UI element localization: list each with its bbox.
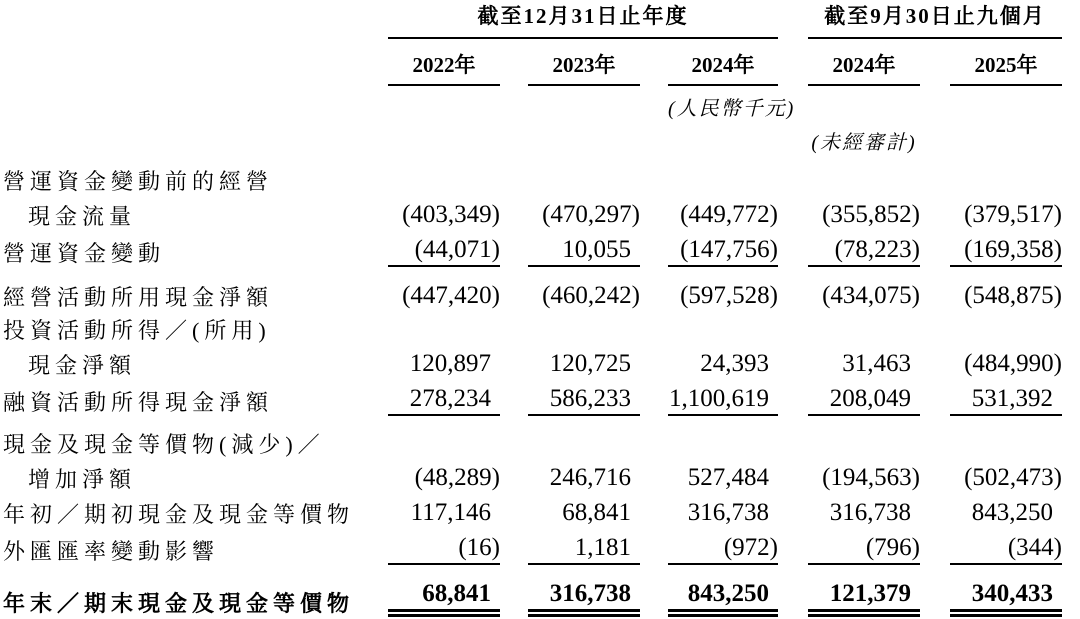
cell-value [950, 193, 1062, 195]
cell-value: 121,379 [808, 580, 920, 617]
cell-value: (597,528) [680, 282, 779, 309]
col-header-2024-9m: 2024年 [778, 39, 920, 86]
table-row [0, 495, 1062, 530]
cell-value: (470,297) [542, 201, 640, 228]
cell-value [668, 342, 778, 344]
cell-value: 120,897 [409, 350, 491, 377]
cell-value: 531,392 [950, 385, 1062, 416]
table-row [0, 313, 1062, 346]
row-label: 外匯匯率變動影響 [3, 539, 220, 564]
cell-value [808, 342, 920, 344]
cell-value [950, 342, 1062, 344]
header-spacer [0, 39, 388, 86]
cell-value [528, 342, 640, 344]
cell-value [950, 456, 1062, 458]
cell-value: 117,146 [410, 499, 491, 526]
cell-value [668, 193, 778, 195]
cell-value: (447,420) [402, 282, 500, 309]
row-label: 現金淨額 [28, 353, 137, 378]
unaudited-note-cell [778, 122, 920, 156]
period-group-row [0, 0, 1062, 39]
cell-value: (796) [808, 534, 920, 565]
table-row [0, 530, 1062, 567]
cell-value: 316,738 [829, 499, 912, 526]
cell-value: (502,473) [964, 464, 1063, 491]
currency-note-cell [640, 86, 796, 122]
cell-value [388, 193, 500, 195]
cell-value: 843,250 [668, 580, 778, 617]
table-row [0, 232, 1062, 269]
cell-value: (194,563) [822, 464, 921, 491]
cell-value: (972) [668, 534, 778, 565]
cell-value: (379,517) [964, 201, 1063, 228]
col-header-2023: 2023年 [500, 39, 640, 86]
cell-value: 586,233 [528, 385, 640, 416]
table-row [0, 156, 1062, 197]
cell-value: 31,463 [842, 350, 912, 377]
currency-note: (人民幣千元) [668, 98, 796, 120]
period-group-nine-months [778, 0, 1062, 39]
cell-value: (460,242) [542, 282, 640, 309]
table-row [0, 346, 1062, 381]
row-label: 融資活動所得現金淨額 [3, 390, 274, 415]
cell-value: 24,393 [700, 350, 770, 377]
cell-value: (548,875) [964, 282, 1063, 309]
year-header-row [0, 39, 1062, 86]
row-label: 投資活動所得／(所用) [3, 318, 271, 343]
period-group-annual [388, 0, 778, 39]
cell-value: 316,738 [528, 580, 640, 617]
col-header-2022: 2022年 [388, 39, 500, 86]
cell-value: (434,075) [822, 282, 921, 309]
cell-value [528, 456, 640, 458]
col-header-2025-9m: 2025年 [920, 39, 1062, 86]
row-label: 營運資金變動前的經營 [3, 169, 274, 194]
cell-value [388, 342, 500, 344]
cell-value: 208,049 [808, 385, 920, 416]
cell-value: (344) [950, 534, 1062, 565]
cell-value [668, 456, 778, 458]
cell-value: (449,772) [680, 201, 779, 228]
row-label: 增加淨額 [28, 467, 137, 492]
cell-value: 527,484 [687, 464, 770, 491]
cell-value: (403,349) [402, 201, 500, 228]
table-row [0, 269, 1062, 313]
cell-value: (44,071) [388, 236, 500, 267]
row-label: 經營活動所用現金淨額 [3, 285, 274, 310]
table-row [0, 418, 1062, 460]
row-label: 現金及現金等價物(減少)／ [3, 432, 325, 457]
cell-value: (484,990) [964, 350, 1063, 377]
col-header-2024: 2024年 [640, 39, 778, 86]
unaudited-note: (未經審計) [811, 132, 917, 154]
row-label: 年初／期初現金及現金等價物 [3, 502, 355, 527]
cell-value [808, 193, 920, 195]
cell-value: (78,223) [808, 236, 920, 267]
cell-value: 843,250 [971, 499, 1054, 526]
unaudited-note-row [0, 122, 1062, 156]
cell-value [808, 456, 920, 458]
period-group-annual-title: 截至12月31日止年度 [388, 0, 778, 39]
table-row [0, 381, 1062, 418]
currency-note-row [0, 86, 1062, 122]
table-row [0, 460, 1062, 495]
row-label: 年末／期末現金及現金等價物 [3, 591, 355, 616]
cell-value: 68,841 [562, 499, 631, 526]
table-row-total [0, 567, 1062, 619]
cell-value: (169,358) [950, 236, 1062, 267]
cell-value: 120,725 [549, 350, 631, 377]
row-label: 現金流量 [28, 204, 137, 229]
cell-value: 10,055 [528, 236, 640, 267]
cell-value: 278,234 [388, 385, 500, 416]
cell-value: (48,289) [414, 464, 500, 491]
cell-value: 1,100,619 [668, 385, 778, 416]
cell-value: (147,756) [668, 236, 778, 267]
table-row [0, 197, 1062, 232]
cell-value: 316,738 [687, 499, 770, 526]
cell-value [388, 456, 500, 458]
row-label: 營運資金變動 [3, 241, 166, 266]
cell-value: 1,181 [528, 534, 640, 565]
cell-value [528, 193, 640, 195]
header-spacer [0, 0, 388, 39]
period-group-nine-months-title: 截至9月30日止九個月 [808, 0, 1062, 39]
cell-value: 68,841 [388, 580, 500, 617]
cell-value: (355,852) [822, 201, 921, 228]
cell-value: (16) [388, 534, 500, 565]
cell-value: 340,433 [950, 580, 1062, 617]
cell-value: 246,716 [549, 464, 631, 491]
